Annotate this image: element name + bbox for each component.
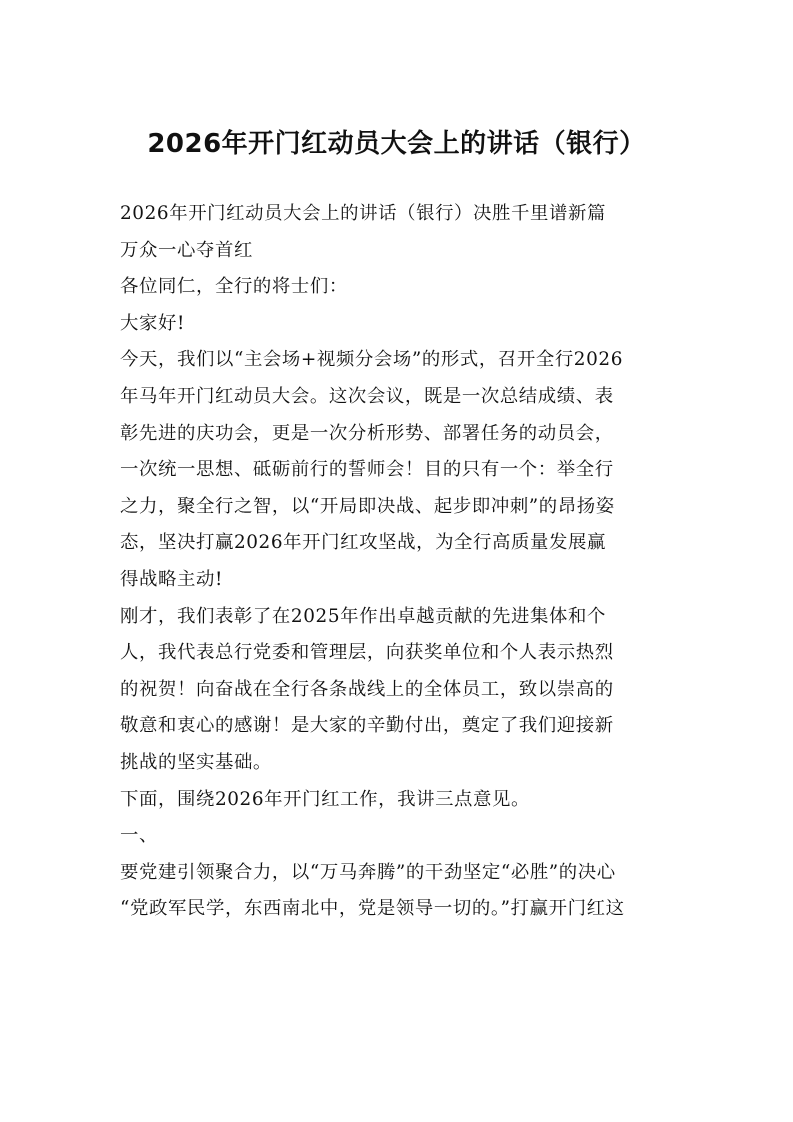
document-title: 2026年开门红动员大会上的讲话（银行） [147, 129, 646, 159]
text-line: 之力，聚全行之智，以“开局即决战、起步即冲刺”的昂扬姿 [120, 495, 615, 517]
text-line: 万众一心夺首红 [120, 239, 253, 261]
text-line: 刚才，我们表彰了在2025年作出卓越贡献的先进集体和个 [120, 605, 606, 627]
text-line: 的祝贺！向奋战在全行各条战线上的全体员工，致以崇高的 [120, 678, 614, 700]
text-line: 要党建引领聚合力，以“万马奔腾”的干劲坚定“必胜”的决心 [120, 861, 616, 883]
text-line: 2026年开门红动员大会上的讲话（银行）决胜千里谱新篇 [120, 203, 606, 224]
text-line: 挑战的坚实基础。 [120, 751, 272, 773]
text-line: 彰先进的庆功会，更是一次分析形势、部署任务的动员会， [120, 422, 614, 444]
document-body [120, 196, 680, 928]
text-line: 一、 [120, 825, 158, 847]
text-line: 大家好! [120, 312, 185, 334]
text-line: 态，坚决打赢2026年开门红攻坚战，为全行高质量发展赢 [120, 532, 606, 554]
text-line: 年马年开门红动员大会。这次会议，既是一次总结成绩、表 [120, 385, 614, 407]
text-line: 今天，我们以“主会场+视频分会场”的形式，召开全行2026 [120, 349, 624, 371]
text-line: 下面，围绕2026年开门红工作，我讲三点意见。 [120, 788, 531, 810]
text-line: 一次统一思想、砥砺前行的誓师会！目的只有一个：举全行 [120, 459, 614, 481]
text-line: 敬意和衷心的感谢！是大家的辛勤付出，奠定了我们迎接新 [120, 715, 614, 737]
text-line: “党政军民学，东西南北中，党是领导一切的。”打赢开门红这 [120, 898, 625, 920]
text-line: 得战略主动! [120, 568, 223, 590]
text-line: 人，我代表总行党委和管理层，向获奖单位和个人表示热烈 [120, 642, 614, 664]
text-line: 各位同仁，全行的将士们： [120, 276, 348, 298]
